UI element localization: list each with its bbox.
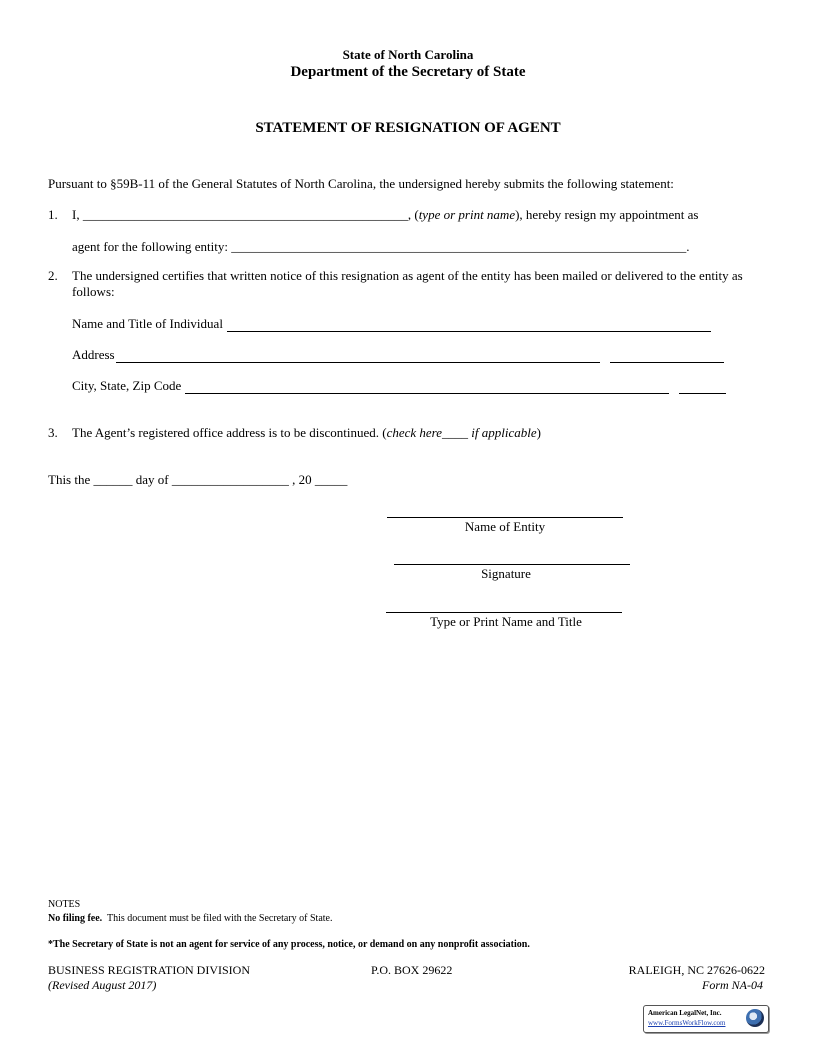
badge-company: American LegalNet, Inc.: [648, 1009, 722, 1017]
item-1-line: [72, 207, 699, 223]
city-state-zip-label: City, State, Zip Code: [72, 378, 182, 393]
item-2-text-line1: The undersigned certifies that written notice of this resignation as agent of the entity has been mailed or delivered to the entity as: [72, 268, 743, 283]
nonprofit-disclaimer: *The Secretary of State is not an agent for service of any process, notice, or demand on any nonprofit association.: [48, 939, 530, 950]
department-heading: Department of the Secretary of State: [290, 64, 526, 80]
footer-city: RALEIGH, NC 27626-0622: [628, 963, 765, 977]
signature-line[interactable]: [394, 564, 630, 565]
address-label: Address: [72, 347, 115, 362]
this-the-label: This the: [48, 472, 94, 487]
twenty-label: , 20: [288, 472, 315, 487]
item-1-post: ), hereby resign my appointment as: [515, 207, 699, 222]
resigning-agent-name-field[interactable]: __________________________________________________: [82, 207, 408, 222]
item-1-paren: , (: [407, 207, 419, 222]
item-3-line: [72, 425, 541, 441]
city-state-zip-field[interactable]: [185, 393, 669, 394]
state-heading: State of North Carolina: [342, 47, 474, 62]
item-1-number: 1.: [48, 207, 58, 222]
badge-url-link[interactable]: www.FormsWorkFlow.com: [648, 1019, 726, 1027]
print-name-title-label: Type or Print Name and Title: [430, 614, 582, 629]
footer-form-number: Form NA-04: [702, 978, 763, 992]
no-filing-fee-label: No filing fee.: [48, 913, 103, 924]
item-3-number: 3.: [48, 425, 58, 440]
address-extra-field[interactable]: [610, 362, 724, 363]
address-field[interactable]: [116, 362, 600, 363]
item-2-number: 2.: [48, 268, 58, 283]
day-of-label: day of: [132, 472, 172, 487]
item-1-pre: I,: [72, 207, 83, 222]
name-title-label: Name and Title of Individual: [72, 316, 223, 331]
city-extra-field[interactable]: [679, 393, 726, 394]
item-3-close-paren: ): [536, 425, 541, 440]
if-applicable-label: if applicable: [468, 425, 537, 440]
notes-heading: NOTES: [48, 899, 81, 910]
signature-label: Signature: [481, 566, 531, 581]
print-name-line[interactable]: [386, 612, 622, 613]
item-1-period: .: [686, 239, 690, 254]
entity-name-field[interactable]: ______________________________________________________________________: [231, 239, 687, 254]
type-or-print-hint: type or print name: [418, 207, 516, 222]
filing-fee-note: [48, 913, 332, 924]
discontinue-check-field[interactable]: ____: [442, 425, 469, 440]
check-here-label: check here: [386, 425, 443, 440]
entity-name-label: Name of Entity: [464, 519, 546, 534]
filing-fee-text: This document must be filed with the Secretary of State.: [102, 913, 333, 924]
footer-division: BUSINESS REGISTRATION DIVISION: [48, 963, 251, 977]
item-2-text-line2: follows:: [72, 284, 115, 299]
agent-for-label: agent for the following entity:: [72, 239, 232, 254]
footer-po-box: P.O. BOX 29622: [371, 963, 453, 977]
date-line: [48, 472, 347, 488]
footer-revised: (Revised August 2017): [48, 978, 157, 992]
day-field[interactable]: ______: [93, 472, 133, 487]
year-field[interactable]: _____: [314, 472, 348, 487]
entity-signature-line[interactable]: [387, 517, 623, 518]
globe-icon: [746, 1009, 764, 1027]
item-1-agent-line: [72, 239, 689, 255]
name-title-field[interactable]: [227, 331, 711, 332]
page-title: STATEMENT OF RESIGNATION OF AGENT: [255, 120, 561, 136]
americanlegalnet-badge[interactable]: [643, 1005, 769, 1033]
item-3-text: The Agent’s registered office address is to be discontinued. (: [72, 425, 387, 440]
intro-text: Pursuant to §59B-11 of the General Statutes of North Carolina, the undersigned hereby submits the following statement:: [48, 176, 674, 191]
month-field[interactable]: __________________: [171, 472, 289, 487]
